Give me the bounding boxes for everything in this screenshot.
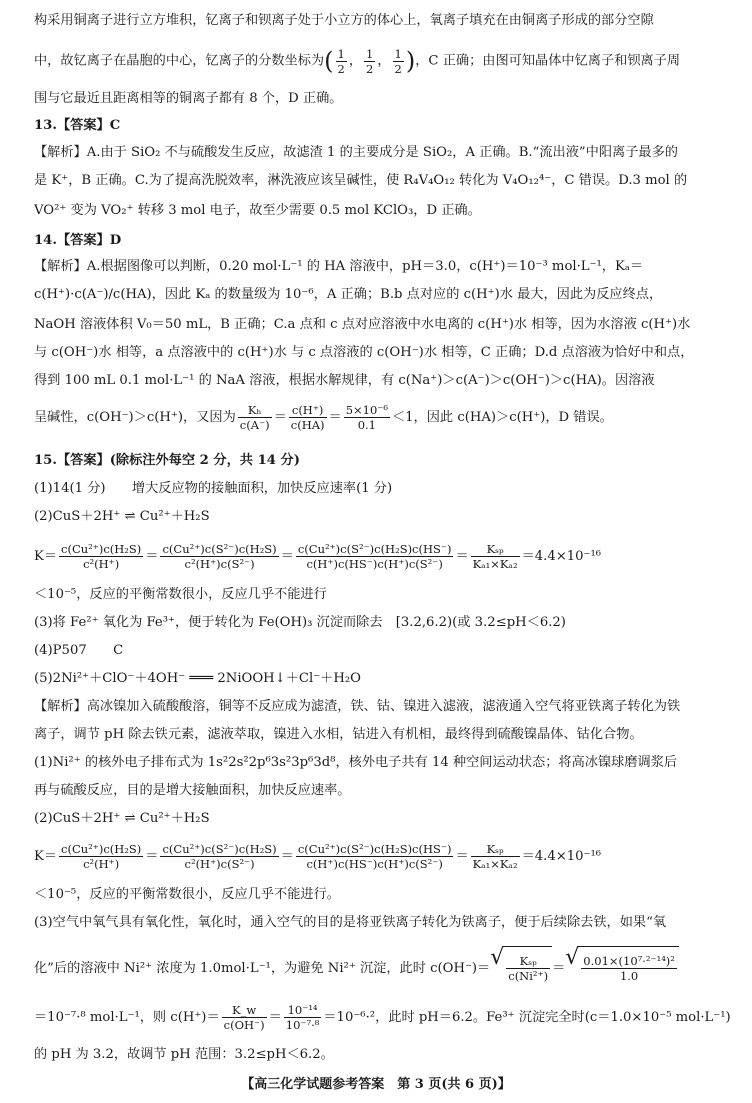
text-line: ＜10⁻⁵，反应的平衡常数很小，反应几乎不能进行。 <box>34 887 340 902</box>
text-line: 的 pH 为 3.2，故调节 pH 范围：3.2≤pH＜6.2。 <box>34 1047 334 1062</box>
page-footer: 【高三化学试题参考答案 第 3 页(共 6 页)】 <box>241 1077 511 1092</box>
text-line-coordinates: 中，故钇离子在晶胞的中心，钇离子的分数坐标为( $\frac{1}{2}$ ， $\frac{1}{2}$ ， $\frac{1}{2}$ )，C 正确；由图可知晶体中钇离子和钡离子周 <box>34 46 681 76</box>
text-line: (3)将 Fe²⁺ 氧化为 Fe³⁺，便于转化为 Fe(OH)₃ 沉淀而除去 [3.2,6.2)(或 3.2≤pH＜6.2) <box>34 615 566 630</box>
text-line: NaOH 溶液体积 V₀＝50 mL，B 正确；C.a 点和 c 点对应溶液中水电离的 c(H⁺)水 相等，因为水溶液 c(H⁺)水 <box>34 317 691 332</box>
formula-line-k: K＝ $\frac{\text{c(Cu²⁺)c(H₂S)}}{\text{c²(H⁺)}}$ ＝ $\frac{\text{c(Cu²⁺)c(S²⁻)c(H₂S)}}{\text{c²(H⁺)c(S²⁻)}}$ ＝ $\frac{\text{c(Cu²⁺)c(S²⁻)c(H₂S)c(HS⁻)}}{\text{c(H⁺)c(HS⁻)c(H⁺)c(S²⁻)}}$ ＝ $\frac{\text{Kₛₚ}}{\text{Kₐ₁×Kₐ₂}}$ ＝4.4×10⁻¹⁶ <box>34 542 602 571</box>
text-line: 得到 100 mL 0.1 mol·L⁻¹ 的 NaA 溶液，根据水解规律，有 c(Na⁺)＞c(A⁻)＞c(OH⁻)＞c(HA)。因溶液 <box>34 373 655 388</box>
fraction-half: $\frac{1}{2}$ <box>394 46 402 76</box>
text-line: (1)Ni²⁺ 的核外电子排布式为 1s²2s²2p⁶3s²3p⁶3d⁸，核外电子共有 14 种空间运动状态；将高冰镍球磨调浆后 <box>34 755 678 770</box>
formula-line-ka: 呈碱性，c(OH⁻)＞c(H⁺)，又因为 $\frac{\text{Kₕ}}{c(A^-)}$ ＝ $\frac{c(H^+)}{c(HA)}$ ＝ $\frac{\text{5×10⁻⁶}}{0.1}$ ＜1，因此 c(HA)＞c(H⁺)，D 错误。 <box>34 403 613 432</box>
fraction-half: $\frac{1}{2}$ <box>366 46 374 76</box>
text-line: 是 K⁺，B 正确。C.为了提高洗脱效率，淋洗液应该呈碱性，使 R₄V₄O₁₂ 转化为 V₄O₁₂⁴⁻，C 错误。D.3 mol 的 <box>34 173 688 188</box>
text-line: 构采用铜离子进行立方堆积，钇离子和钡离子处于小立方的体心上，氧离子填充在由铜离子形成的部分空隙 <box>34 13 654 28</box>
text-line: 【解析】高冰镍加入硫酸酸溶，铜等不反应成为滤渣，铁、钴、镍进入滤液，滤液通入空气将亚铁离子转化为铁 <box>34 699 681 714</box>
text-line: 再与硫酸反应，目的是增大接触面积，加快反应速率。 <box>34 783 351 798</box>
text-line: 与 c(OH⁻)水 相等，a 点溶液中的 c(H⁺)水 与 c 点溶液的 c(OH⁻)水 相等，C 正确；D.d 点溶液为恰好中和点， <box>34 345 694 360</box>
text-line: 离子，调节 pH 除去铁元素，滤液萃取，镍进入水相，钴进入有机相，最终得到硫酸镍晶体、钴化合物。 <box>34 727 643 742</box>
formula-line-k-repeat: K＝ $\frac{\text{c(Cu²⁺)c(H₂S)}}{\text{c²(H⁺)}}$ ＝ $\frac{\text{c(Cu²⁺)c(S²⁻)c(H₂S)}}{\text{c²(H⁺)c(S²⁻)}}$ ＝ $\frac{\text{c(Cu²⁺)c(S²⁻)c(H₂S)c(HS⁻)}}{\text{c(H⁺)c(HS⁻)c(H⁺)c(S²⁻)}}$ ＝ $\frac{\text{Kₛₚ}}{\text{Kₐ₁×Kₐ₂}}$ ＝4.4×10⁻¹⁶ <box>34 842 602 871</box>
text-line: (1)14(1 分) 增大反应物的接触面积，加快反应速率(1 分) <box>34 481 393 496</box>
fraction-half: $\frac{1}{2}$ <box>337 46 345 76</box>
text-line: (3)空气中氧气具有氧化性，氧化时，通入空气的目的是将亚铁离子转化为铁离子，便于后续除去铁，如果“氧 <box>34 915 667 930</box>
text-line: (4)P507 C <box>34 643 124 658</box>
text-line: 围与它最近且距离相等的铜离子都有 8 个，D 正确。 <box>34 91 343 106</box>
text-line: (5)2Ni²⁺＋ClO⁻＋4OH⁻ ═══ 2NiOOH↓＋Cl⁻＋H₂O <box>34 671 361 686</box>
text-line: 【解析】A.由于 SiO₂ 不与硫酸发生反应，故滤渣 1 的主要成分是 SiO₂，A 正确。B.“流出液”中阳离子最多的 <box>34 145 678 160</box>
formula-line-h: ＝10⁻⁷·⁸ mol·L⁻¹，则 c(H⁺)＝ $\frac{K\_w}{c(OH^-)}$ ＝ $\frac{\text{10⁻¹⁴}}{\text{10⁻⁷·⁸}}$ ＝10⁻⁶·²，此时 pH＝6.2。Fe³⁺ 沉淀完全时(c＝1.0×10⁻⁵ mol·L⁻¹) <box>34 1003 731 1032</box>
text-line: VO²⁺ 变为 VO₂⁺ 转移 3 mol 电子，故至少需要 0.5 mol KClO₃，D 正确。 <box>34 203 481 218</box>
formula-line-oh: 化”后的溶液中 Ni²⁺ 浓度为 1.0mol·L⁻¹，为避免 Ni²⁺ 沉淀，此时 c(OH⁻)＝ √ $\frac{\text{Kₛₚ}}{\text{c(Ni²⁺)}}$ ＝ √ $\frac{\text{0.01×(10⁷·²⁻¹⁴)²}}{1.0}$ <box>34 946 746 994</box>
text-line: (2)CuS＋2H⁺ ⇌ Cu²⁺＋H₂S <box>34 509 210 524</box>
text-line: c(H⁺)·c(A⁻)/c(HA)，因此 Kₐ 的数量级为 10⁻⁶，A 正确；B.b 点对应的 c(H⁺)水 最大，因此为反应终点， <box>34 287 663 302</box>
answer-heading-15: 15.【答案】(除标注外每空 2 分，共 14 分) <box>34 453 300 468</box>
answer-heading-14: 14.【答案】D <box>34 233 122 248</box>
text-line: 【解析】A.根据图像可以判断，0.20 mol·L⁻¹ 的 HA 溶液中，pH＝3.0，c(H⁺)＝10⁻³ mol·L⁻¹，Kₐ＝ <box>34 259 644 274</box>
text-line: (2)CuS＋2H⁺ ⇌ Cu²⁺＋H₂S <box>34 811 210 826</box>
text-line: ＜10⁻⁵，反应的平衡常数很小，反应几乎不能进行 <box>34 587 327 602</box>
answer-heading-13: 13.【答案】C <box>34 118 121 133</box>
